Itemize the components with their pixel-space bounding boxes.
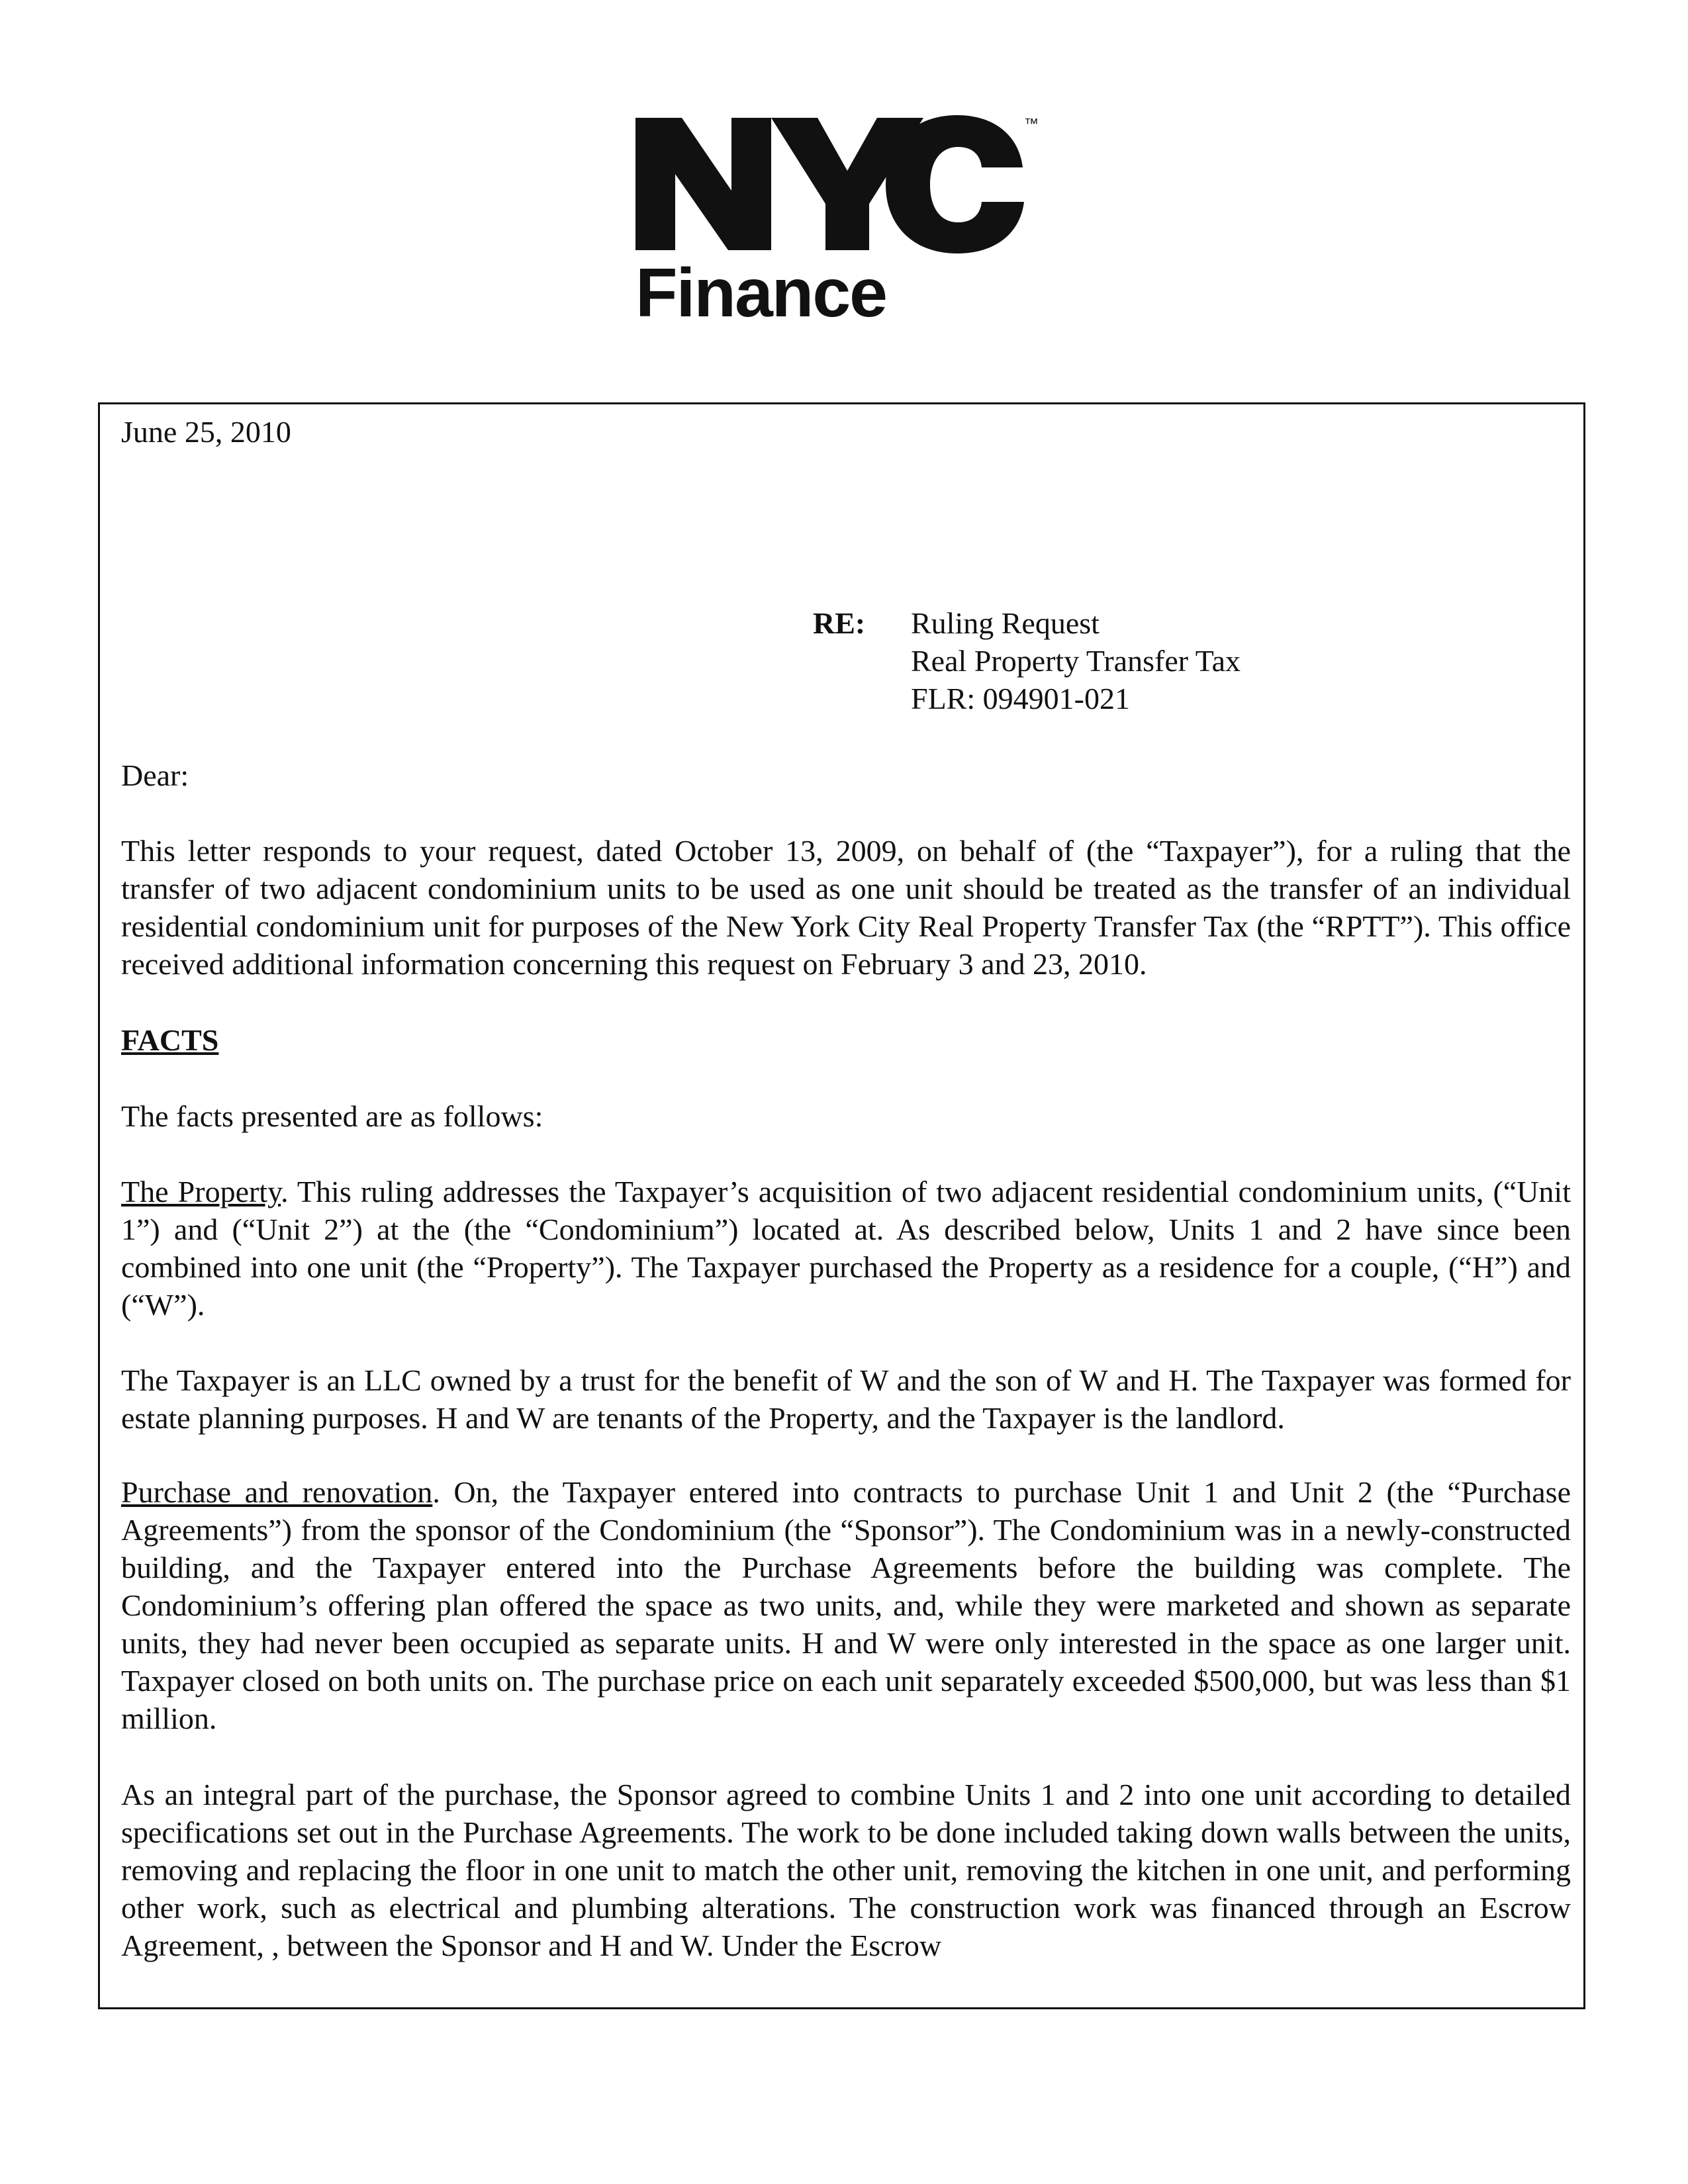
nyc-finance-logo [619, 105, 1069, 343]
svg-text:™: ™ [1024, 115, 1039, 132]
integral-paragraph: As an integral part of the purchase, the Sponsor agreed to combine Units 1 and 2 into one unit according to detailed specifications set out in the Purchase Agreements. The work to be done included taking down walls between the units, removing and replacing the floor in one unit to match the other unit, removing the kitchen in one unit, and performing other work, such as electrical and plumbing alterations. The construction work was financed through an Escrow Agreement, , between the Sponsor and H and W. Under the Escrow [121, 1778, 1571, 1962]
svg-text:Finance: Finance [635, 255, 886, 332]
property-paragraph [121, 1173, 1571, 1324]
purchase-subheading: Purchase and renovation [121, 1475, 433, 1509]
property-subheading: The Property [121, 1175, 281, 1208]
property-text: . This ruling addresses the Taxpayer’s acquisition of two adjacent residential condominium units, (“Unit 1”) and (“Unit 2”) at the (the “Condominium”) located at. As described below, Units 1 and 2 have since been combined into one unit (the “Property”). The Taxpayer purchased the Property as a residence for a couple, (“H”) and (“W”). [121, 1175, 1571, 1322]
re-line: Ruling Request [911, 606, 1100, 640]
re-line: Real Property Transfer Tax [911, 644, 1241, 678]
facts-intro: The facts presented are as follows: [121, 1099, 543, 1133]
owner-paragraph: The Taxpayer is an LLC owned by a trust for the benefit of W and the son of W and H. The Taxpayer was formed for estate planning purposes. H and W are tenants of the Property, and the Taxpayer is the landlord. [121, 1363, 1571, 1435]
re-line: FLR: 094901-021 [911, 682, 1130, 715]
salutation: Dear: [121, 758, 189, 792]
re-label: RE: [813, 606, 866, 640]
letter-date: June 25, 2010 [121, 415, 291, 449]
re-block [911, 604, 1241, 717]
purchase-text: . On, the Taxpayer entered into contracts to purchase Unit 1 and Unit 2 (the “Purchase Agreements”) from the sponsor of the Condominium (the “Sponsor”). The Condominium was in a newly-constructed building, and the Taxpayer entered into the Purchase Agreements before the building was complete. The Condominium’s offering plan offered the space as two units, and, while they were marketed and shown as separate units, they had never been occupied as separate units. H and W were only interested in the space as one larger unit. Taxpayer closed on both units on. The purchase price on each unit separately exceeded $500,000, but was less than $1 million. [121, 1475, 1571, 1735]
purchase-paragraph [121, 1473, 1571, 1737]
intro-paragraph: This letter responds to your request, dated October 13, 2009, on behalf of (the “Taxpayer”), for a ruling that the transfer of two adjacent condominium units to be used as one unit should be treated as the transfer of an individual residential condominium unit for purposes of the New York City Real Property Transfer Tax (the “RPTT”). This office received additional information concerning this request on February 3 and 23, 2010. [121, 834, 1571, 981]
facts-heading: FACTS [121, 1023, 219, 1057]
